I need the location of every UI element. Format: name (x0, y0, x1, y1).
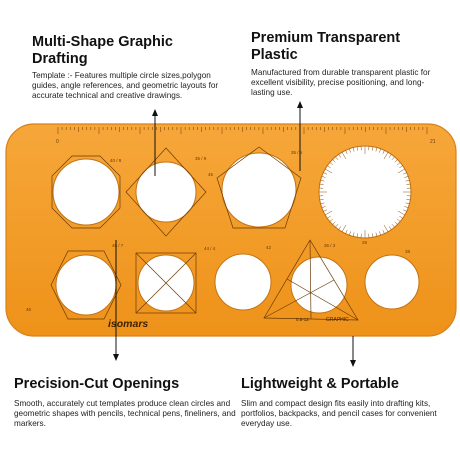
feature-desc-multi-shape: Template :- Features multiple circle sizes,polygon guides, angle references, and geometric layouts for accurate technical and creative drawings. (32, 71, 219, 101)
scale-start-label: 0 (56, 139, 59, 145)
pointer-bottom-right (350, 336, 356, 367)
circle-opening-5 (56, 255, 116, 315)
circle-opening-9 (365, 255, 419, 309)
feature-title-multi-shape: Multi-Shape Graphic Drafting (32, 34, 173, 67)
circle-opening-3 (222, 153, 296, 227)
mark-label-1: 40 / 8 (110, 158, 122, 163)
feature-title-transparent-plastic: Premium Transparent Plastic (251, 30, 401, 63)
circle-opening-1 (53, 159, 119, 225)
scale-end-label: 21 (430, 139, 436, 145)
brand-logo: isomars (108, 318, 149, 330)
product-label: GRAPHIC (326, 317, 349, 323)
mark-label-9: 28 (362, 240, 368, 245)
feature-desc-lightweight: Slim and compact design fits easily into drafting kits, portfolios, backpacks, and pencil cases for convenient everyday use. (241, 399, 437, 429)
circle-opening-7 (215, 254, 271, 310)
feature-desc-precision-cut: Smooth, accurately cut templates produce clean circles and geometric shapes with pencils, technical pens, fineliners, and markers. (14, 399, 236, 429)
mark-label-5: 44 / 4 (204, 246, 216, 251)
product-code: 0.5-12 (296, 317, 309, 322)
feature-title-precision-cut: Precision-Cut Openings (14, 376, 180, 392)
mark-label-10: 46 (26, 307, 32, 312)
circle-opening-8 (291, 257, 347, 313)
mark-label-8: 38 (405, 249, 411, 254)
mark-label-2: 35 / 9 (195, 156, 207, 161)
feature-title-lightweight: Lightweight & Portable (241, 376, 399, 392)
feature-desc-transparent-plastic: Manufactured from durable transparent plastic for excellent visibility, precise positioning, and long-lasting use. (251, 68, 431, 98)
mark-label-3: 35 / 5 (291, 150, 303, 155)
mark-label-11: 45 (208, 172, 214, 177)
mark-label-6: 42 (266, 245, 272, 250)
mark-label-7: 36 / 3 (324, 243, 336, 248)
mark-label-4: 46 / 7 (112, 243, 124, 248)
